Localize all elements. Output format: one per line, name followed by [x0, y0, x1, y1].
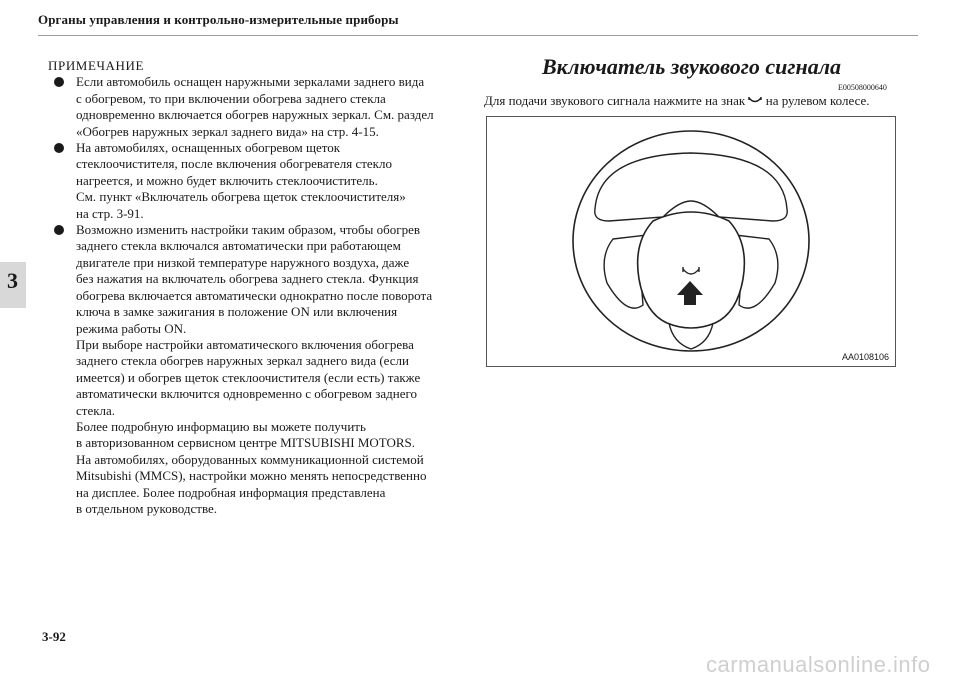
- note-line: Если автомобиль оснащен наружными зеркалами заднего вида: [76, 74, 425, 90]
- note-line: без нажатия на включатель обогрева заднего стекла. Функция: [76, 271, 419, 287]
- note-line: При выборе настройки автоматического включения обогрева: [76, 336, 414, 352]
- note-block: [50, 58, 462, 517]
- note-line: стекла.: [76, 402, 116, 418]
- note-line: Возможно изменить настройки таким образом, чтобы обогрев: [76, 222, 420, 238]
- note-bullet: [50, 222, 462, 337]
- note-bullet: [50, 140, 462, 222]
- wheel-upper-opening: [595, 153, 787, 221]
- note-line: в отдельном руководстве.: [76, 500, 218, 516]
- note-line: в авторизованном сервисном центре MITSUBISHI MOTORS.: [76, 435, 416, 451]
- note-line: обогрева включается автоматически однократно после поворота: [76, 287, 433, 303]
- note-line: одновременно включается обогрев наружных зеркал. См. раздел: [76, 107, 434, 123]
- note-line: На автомобилях, оснащенных обогревом щеток: [76, 140, 341, 156]
- page-number: 3-92: [42, 629, 66, 644]
- intro-text-after: на рулевом колесе.: [765, 93, 870, 108]
- note-bullet: [50, 74, 462, 140]
- header-title: Органы управления и контрольно-измерительные приборы: [38, 12, 399, 27]
- note-line: имеется) и обогрев щеток стеклоочистителя (если есть) также: [76, 369, 421, 385]
- note-paragraph: [50, 337, 462, 517]
- note-line: на стр. 3-91.: [76, 205, 144, 221]
- note-line: с обогревом, то при включении обогрева заднего стекла: [76, 90, 386, 106]
- steering-wheel-figure: [486, 116, 896, 367]
- intro-text-before: Для подачи звукового сигнала нажмите на знак: [484, 93, 746, 108]
- note-line: нагреется, и можно будет включить стеклоочиститель.: [76, 172, 378, 188]
- note-line: См. пункт «Включатель обогрева щеток стеклоочистителя»: [76, 189, 406, 205]
- note-line: На автомобилях, оборудованных коммуникационной системой: [76, 451, 424, 467]
- note-line: ключа в замке зажигания в положение ON или включения: [76, 304, 398, 320]
- section-title: Включатель звукового сигнала: [542, 54, 842, 79]
- note-line: двигателе при низкой температуре наружного воздуха, даже: [76, 254, 410, 270]
- header-divider: [38, 35, 918, 36]
- note-line: автоматически включится одновременно с обогревом заднего: [76, 386, 418, 402]
- section-code: E00508000640: [838, 83, 887, 92]
- horn-icon: [748, 96, 762, 106]
- note-line: заднего стекла включался автоматически при работающем: [76, 238, 401, 254]
- note-line: стеклоочистителя, после включения обогревателя стекло: [76, 156, 392, 172]
- note-line: на дисплее. Более подробная информация представлена: [76, 484, 386, 500]
- chapter-number: 3: [7, 268, 18, 293]
- note-line: Более подробную информацию вы можете получить: [76, 418, 366, 434]
- figure-label: AA0108106: [841, 352, 889, 362]
- wheel-hub: [638, 212, 745, 328]
- steering-wheel-illustration: [487, 117, 895, 366]
- watermark: carmanualsonline.info: [706, 652, 931, 677]
- note-line: «Обогрев наружных зеркал заднего вида» на стр. 4-15.: [76, 123, 379, 139]
- note-line: заднего стекла обогрев наружных зеркал заднего вида (если: [76, 353, 409, 369]
- note-heading: ПРИМЕЧАНИЕ: [48, 58, 145, 73]
- note-line: Mitsubishi (MMCS), настройки можно менять непосредственно: [76, 468, 427, 484]
- section-intro: [484, 93, 896, 109]
- note-line: режима работы ON.: [76, 320, 187, 336]
